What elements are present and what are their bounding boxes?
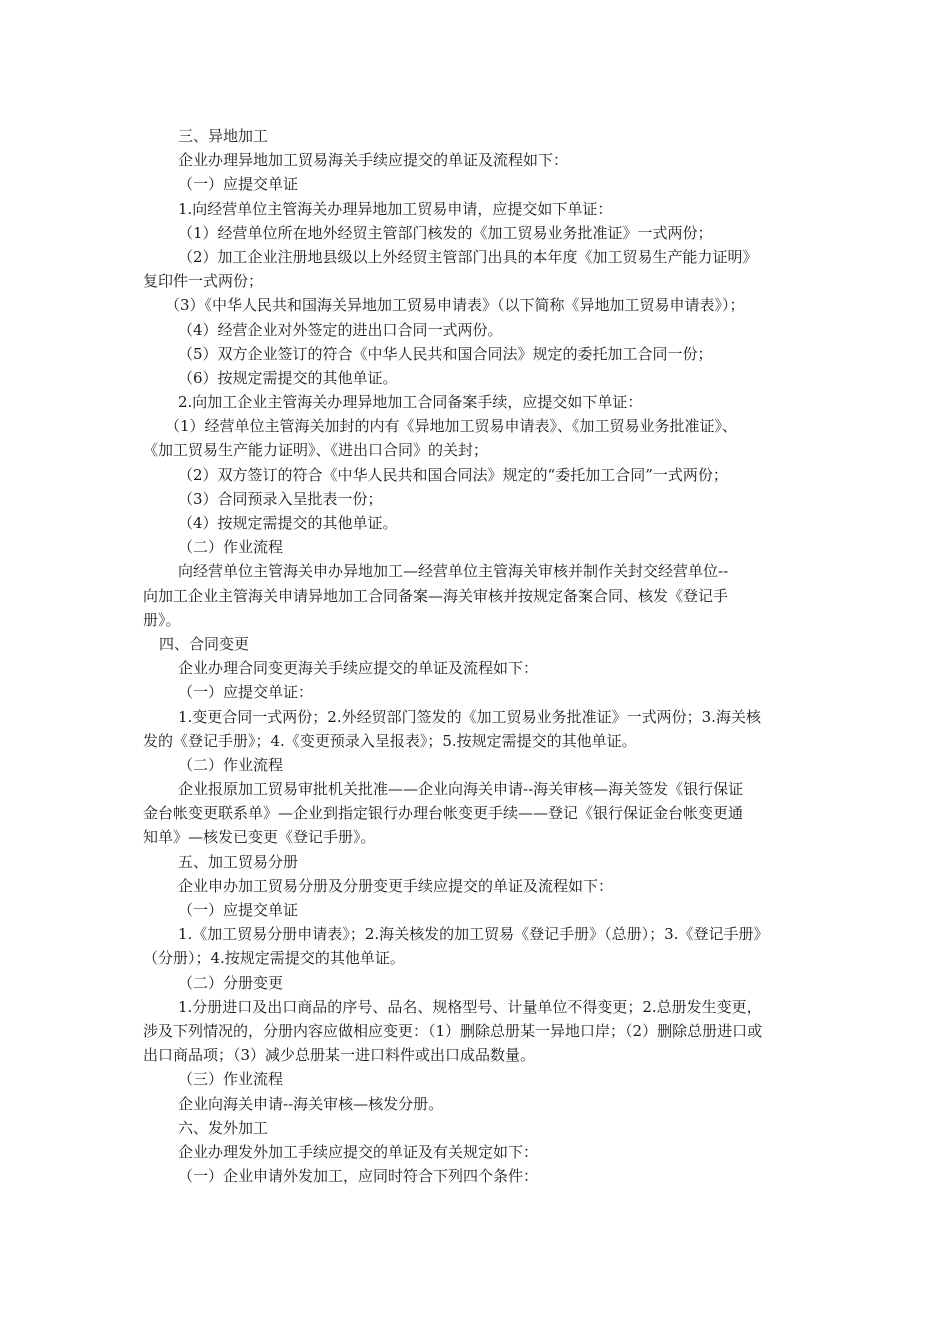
- list-item: （6）按规定需提交的其他单证。: [178, 368, 398, 387]
- subsection-heading: （一）企业申请外发加工，应同时符合下列四个条件：: [178, 1167, 539, 1186]
- subsection-heading: （二）作业流程: [178, 538, 284, 557]
- paragraph-line: 1.变更合同一式两份；2.外经贸部门签发的《加工贸易业务批准证》一式两份；3.海关核: [178, 707, 761, 726]
- paragraph-line: 企业办理发外加工手续应提交的单证及有关规定如下：: [178, 1142, 539, 1161]
- paragraph-line: 企业申办加工贸易分册及分册变更手续应提交的单证及流程如下：: [178, 876, 614, 895]
- list-item-continued: 复印件一式两份；: [143, 272, 264, 291]
- paragraph-line: 金台帐变更联系单》—企业到指定银行办理台帐变更手续——登记《银行保证金台帐变更通: [143, 804, 744, 823]
- section-heading: 六、发外加工: [178, 1118, 269, 1137]
- paragraph-line: 出口商品项；（3）减少总册某一进口料件或出口成品数量。: [143, 1046, 536, 1065]
- paragraph-line: 1.《加工贸易分册申请表》；2.海关核发的加工贸易《登记手册》（总册）；3.《登记手册》: [178, 925, 769, 944]
- document-body: [143, 124, 808, 1188]
- section-heading: 五、加工贸易分册: [178, 852, 299, 871]
- list-item: （4）按规定需提交的其他单证。: [178, 514, 398, 532]
- paragraph-line: 企业报原加工贸易审批机关批准——企业向海关申请--海关审核—海关签发《银行保证: [178, 780, 744, 799]
- paragraph-line: 企业办理异地加工贸易海关手续应提交的单证及流程如下：: [178, 151, 569, 170]
- paragraph-line: 1.向经营单位主管海关办理异地加工贸易申请，应提交如下单证：: [178, 199, 613, 218]
- paragraph-line: 册》。: [143, 610, 181, 629]
- paragraph-line: 知单》—核发已变更《登记手册》。: [143, 828, 376, 847]
- section-heading: 四、合同变更: [159, 634, 250, 653]
- subsection-heading: （一）应提交单证：: [178, 683, 314, 702]
- paragraph-line: （分册）；4.按规定需提交的其他单证。: [143, 949, 405, 968]
- paragraph-line: 2.向加工企业主管海关办理异地加工合同备案手续，应提交如下单证：: [178, 393, 643, 412]
- list-item: （4）经营企业对外签定的进出口合同一式两份。: [178, 320, 503, 339]
- list-item: （2）双方签订的符合《中华人民共和国合同法》规定的“委托加工合同”一式两份；: [178, 465, 728, 484]
- subsection-heading: （二）作业流程: [178, 755, 284, 774]
- subsection-heading: （二）分册变更: [178, 973, 284, 992]
- paragraph-line: 1.分册进口及出口商品的序号、品名、规格型号、计量单位不得变更；2.总册发生变更，: [178, 997, 762, 1016]
- subsection-heading: （一）应提交单证: [178, 901, 299, 919]
- paragraph-line: 企业办理合同变更海关手续应提交的单证及流程如下：: [178, 659, 539, 678]
- section-heading: 三、异地加工: [178, 127, 269, 145]
- list-item: （3）《中华人民共和国海关异地加工贸易申请表》（以下简称《异地加工贸易申请表》）；: [165, 296, 745, 315]
- subsection-heading: （一）应提交单证: [178, 175, 299, 194]
- list-item-continued: 《加工贸易生产能力证明》、《进出口合同》的关封；: [143, 441, 489, 460]
- list-item: （1）经营单位主管海关加封的内有《异地加工贸易申请表》、《加工贸易业务批准证》、: [165, 417, 738, 436]
- subsection-heading: （三）作业流程: [178, 1070, 284, 1089]
- paragraph-line: 企业向海关申请--海关审核—核发分册。: [178, 1094, 444, 1113]
- paragraph-line: 涉及下列情况的，分册内容应做相应变更：（1）删除总册某一异地口岸；（2）删除总册进口或: [143, 1021, 763, 1040]
- list-item: （2）加工企业注册地县级以上外经贸主管部门出具的本年度《加工贸易生产能力证明》: [178, 247, 758, 266]
- list-item: （3）合同预录入呈批表一份；: [178, 489, 383, 508]
- paragraph-line: 向加工企业主管海关申请异地加工合同备案—海关审核并按规定备案合同、核发《登记手: [143, 586, 729, 605]
- list-item: （5）双方企业签订的符合《中华人民共和国合同法》规定的委托加工合同一份；: [178, 344, 713, 363]
- paragraph-line: 向经营单位主管海关申办异地加工—经营单位主管海关审核并制作关封交经营单位--: [178, 562, 729, 581]
- list-item: （1）经营单位所在地外经贸主管部门核发的《加工贸易业务批准证》一式两份；: [178, 223, 713, 242]
- paragraph-line: 发的《登记手册》；4.《变更预录入呈报表》；5.按规定需提交的其他单证。: [143, 731, 637, 750]
